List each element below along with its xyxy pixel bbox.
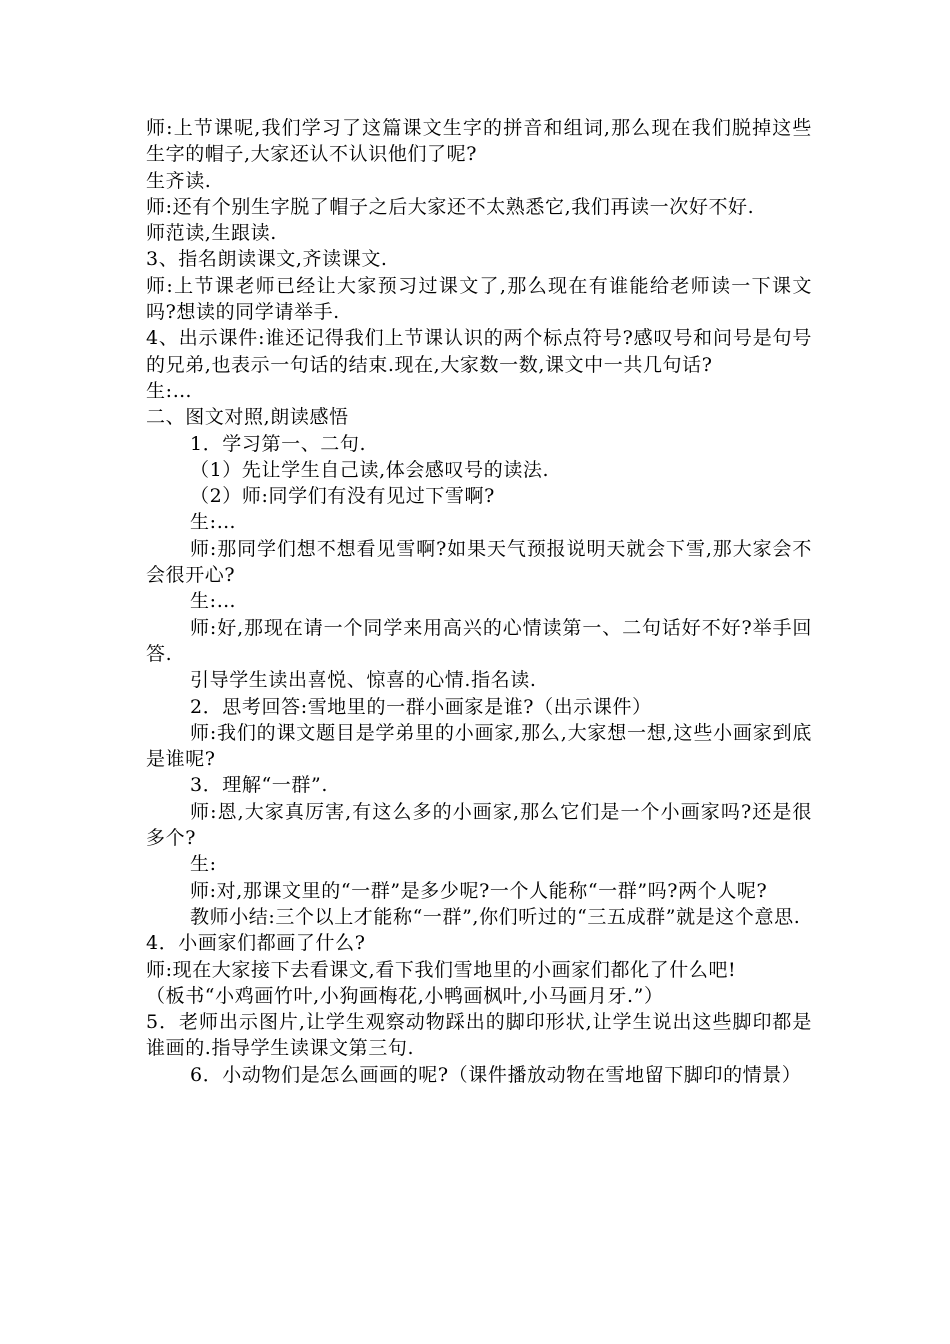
paragraph: 3、指名朗读课文,齐读课文.: [146, 248, 388, 271]
paragraph: 师:我们的课文题目是学弟里的小画家,那么,大家想一想,这些小画家到底是谁呢?: [146, 721, 812, 771]
paragraph: 生:: [190, 853, 217, 876]
paragraph: 师:还有个别生字脱了帽子之后大家还不太熟悉它,我们再读一次好不好.: [146, 195, 755, 218]
paragraph: 教师小结:三个以上才能称“一群”,你们听过的“三五成群”就是这个意思.: [190, 905, 801, 928]
paragraph: 4、出示课件:谁还记得我们上节课认识的两个标点符号?感叹号和问号是句号的兄弟,也表示一句话的结束.现在,大家数一数,课文中一共几句话?: [146, 327, 812, 376]
paragraph: 师范读,生跟读.: [146, 222, 277, 245]
paragraph: 引导学生读出喜悦、惊喜的心情.指名读.: [190, 669, 537, 692]
paragraph: 生:…: [190, 511, 237, 534]
paragraph: （2）师:同学们有没有见过下雪啊?: [190, 485, 495, 508]
paragraph: 2．思考回答:雪地里的一群小画家是谁?（出示课件）: [190, 695, 652, 718]
paragraph: （板书“小鸡画竹叶,小狗画梅花,小鸭画枫叶,小马画月牙.”）: [146, 984, 664, 1007]
paragraph: 生齐读.: [146, 169, 212, 192]
paragraph: （1）先让学生自己读,体会感叹号的读法.: [190, 458, 550, 481]
paragraph: 师:恩,大家真厉害,有这么多的小画家,那么它们是一个小画家吗?还是很多个?: [146, 800, 812, 850]
paragraph: 师:现在大家接下去看课文,看下我们雪地里的小画家们都化了什么吧!: [146, 958, 737, 981]
paragraph: 师:上节课老师已经让大家预习过课文了,那么现在有谁能给老师读一下课文吗?想读的同学请举手.: [146, 274, 812, 324]
paragraph: 3．理解“一群”.: [190, 774, 328, 797]
paragraph: 5．老师出示图片,让学生观察动物踩出的脚印形状,让学生说出这些脚印都是谁画的.指导学生读课文第三句.: [146, 1011, 812, 1060]
paragraph: 师:上节课呢,我们学习了这篇课文生字的拼音和组词,那么现在我们脱掉这些生字的帽子,大家还认不认识他们了呢?: [146, 117, 812, 166]
paragraph: 二、图文对照,朗读感悟: [146, 406, 349, 429]
paragraph: 生:…: [146, 379, 193, 402]
paragraph: 生:…: [190, 590, 237, 613]
paragraph: 师:好,那现在请一个同学来用高兴的心情读第一、二句话好不好?举手回答.: [146, 616, 812, 665]
paragraph: 师:那同学们想不想看见雪啊?如果天气预报说明天就会下雪,那大家会不会很开心?: [146, 537, 812, 587]
paragraph: 6．小动物们是怎么画画的呢?（课件播放动物在雪地留下脚印的情景）: [190, 1063, 802, 1086]
paragraph: 师:对,那课文里的“一群”是多少呢?一个人能称“一群”吗?两个人呢?: [190, 879, 768, 902]
paragraph: 4．小画家们都画了什么?: [146, 932, 366, 955]
paragraph: 1．学习第一、二句.: [190, 432, 367, 455]
document-body: [146, 115, 812, 1088]
